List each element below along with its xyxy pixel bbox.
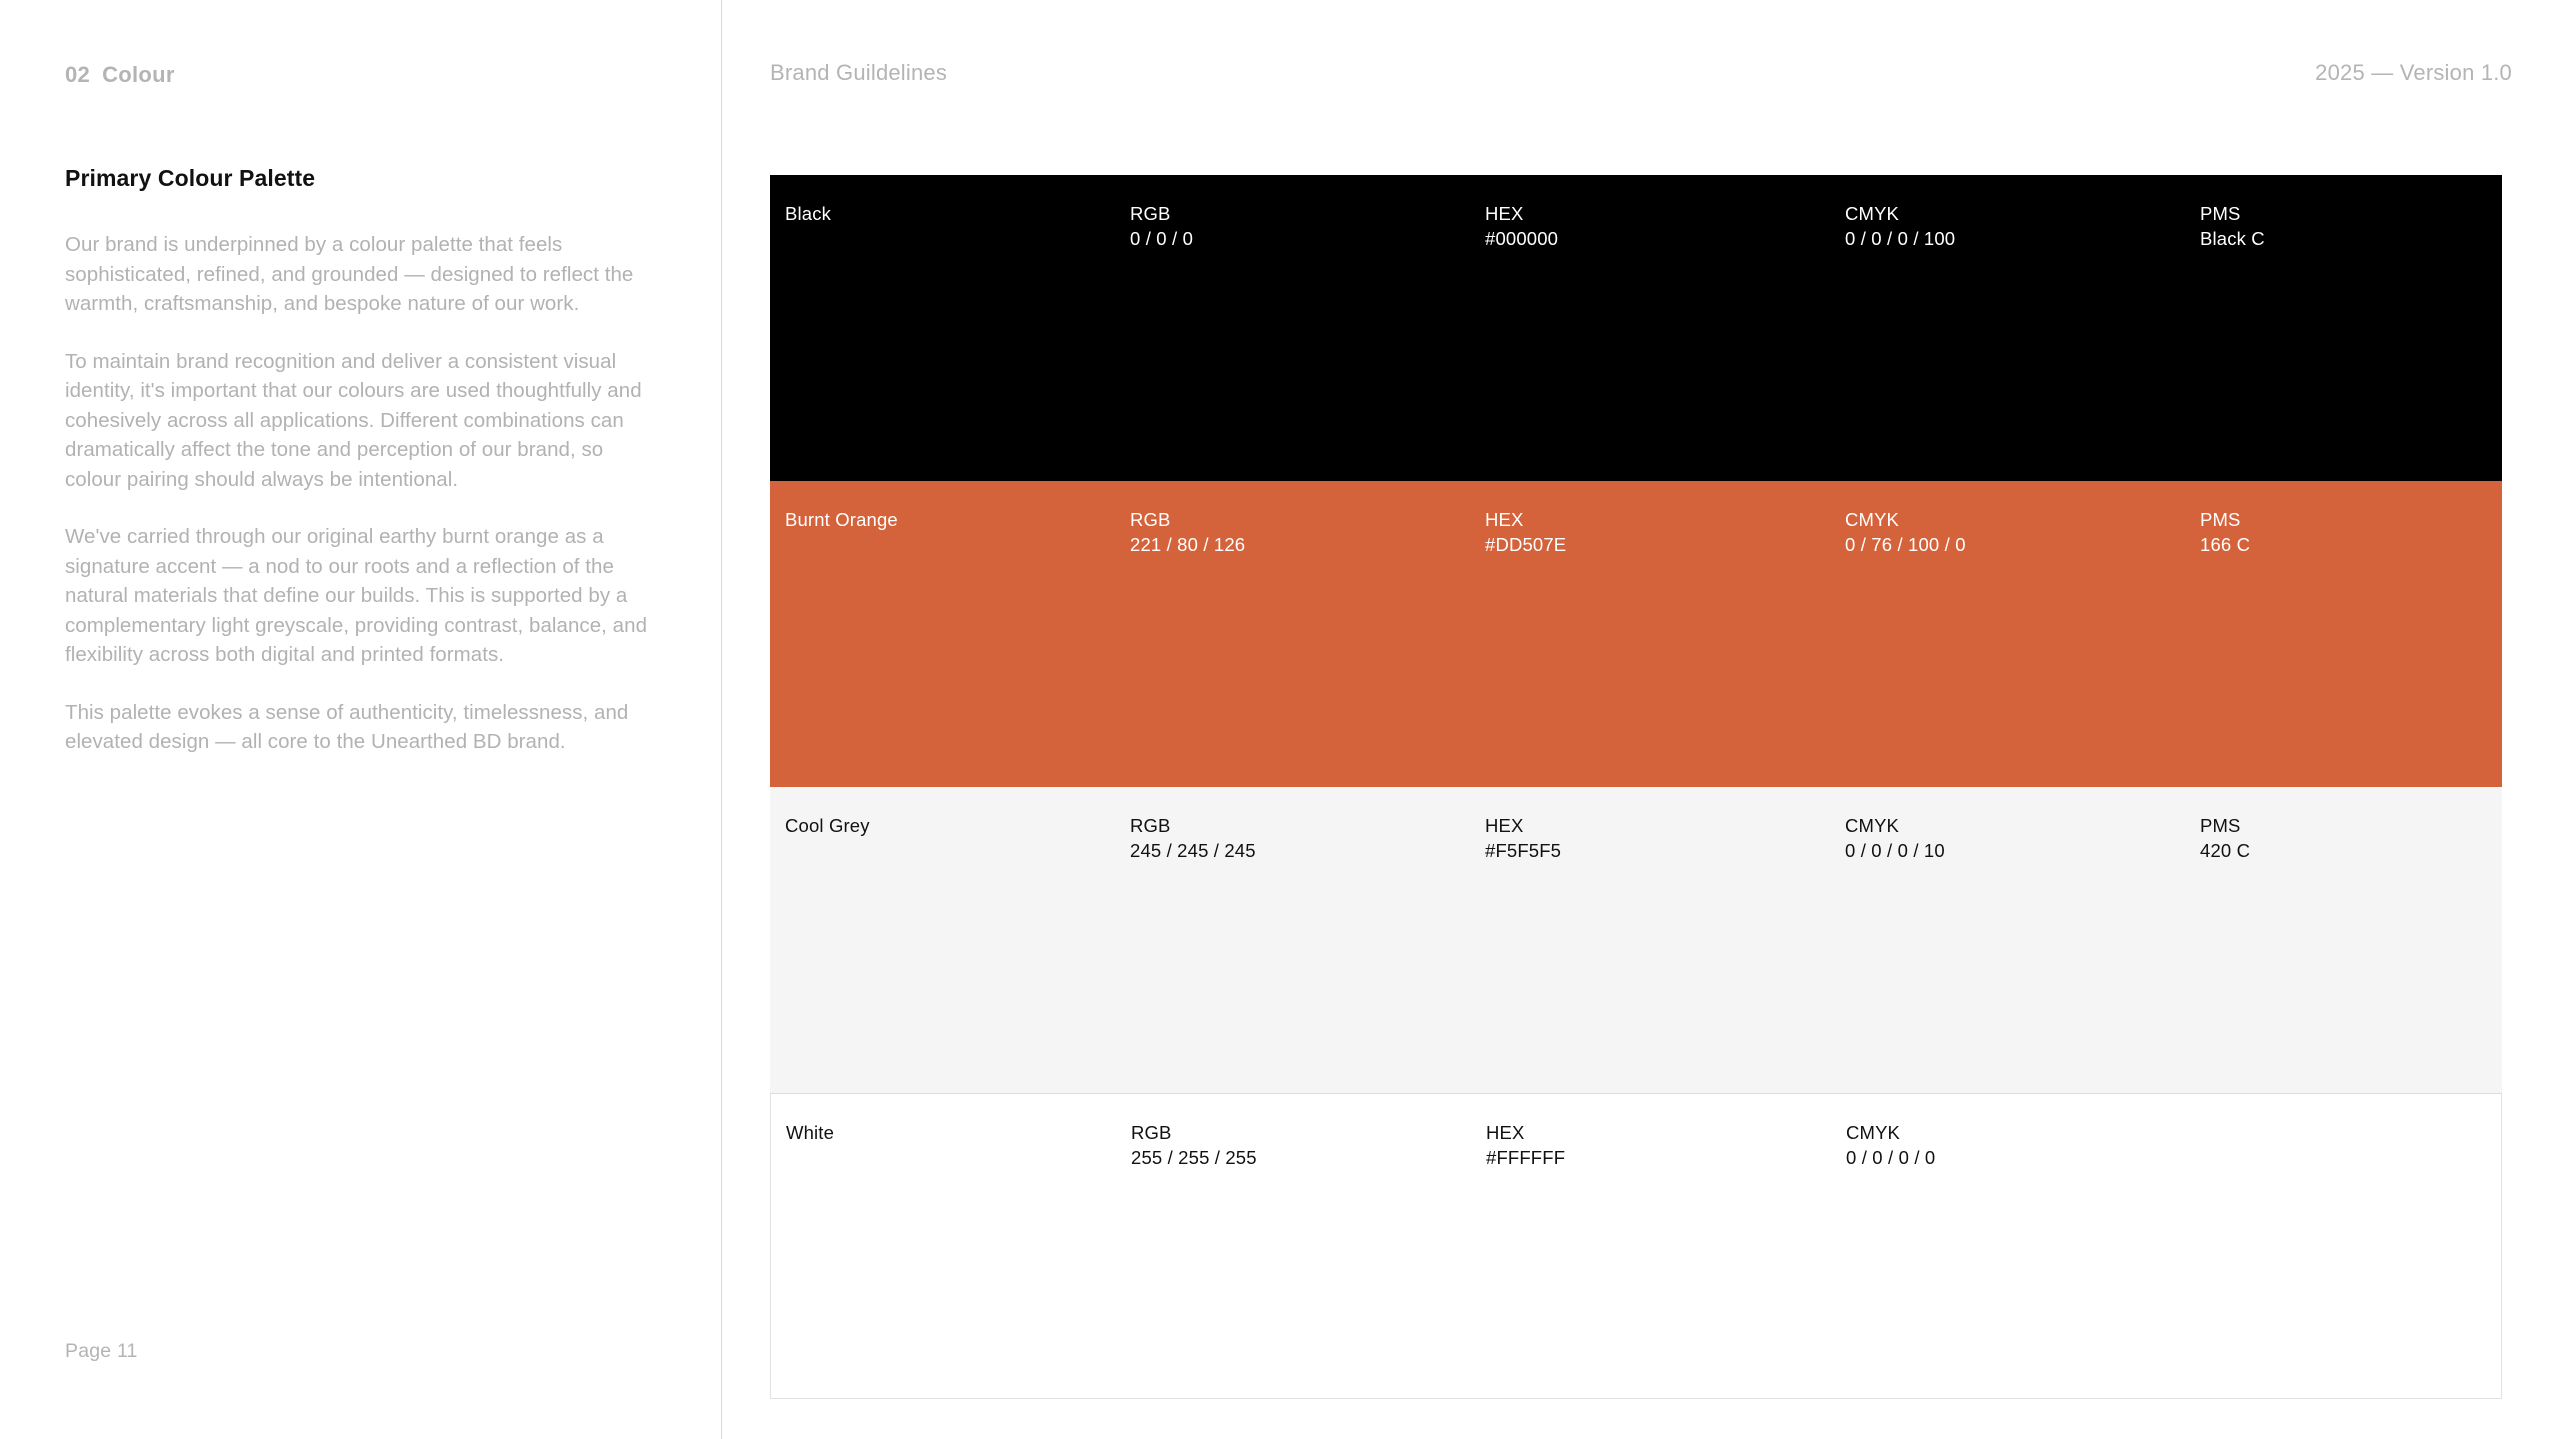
rgb-value: 245 / 245 / 245 xyxy=(1130,840,1256,861)
pms-value: Black C xyxy=(2200,228,2265,249)
swatch-row xyxy=(770,787,2502,1093)
swatch-rgb-cell xyxy=(1131,1120,1486,1170)
swatch-rgb-cell xyxy=(1130,813,1485,863)
swatch-hex-cell xyxy=(1485,507,1845,557)
swatch-cmyk-cell xyxy=(1845,507,2200,557)
hex-value: #000000 xyxy=(1485,228,1559,249)
hex-value: #FFFFFF xyxy=(1486,1147,1566,1168)
document-version: 2025 — Version 1.0 xyxy=(2315,60,2512,85)
swatch-name: Burnt Orange xyxy=(785,509,898,530)
swatch-row xyxy=(770,1093,2502,1399)
cmyk-label: CMYK xyxy=(1845,815,1900,836)
cmyk-value: 0 / 0 / 0 / 100 xyxy=(1845,228,1956,249)
cmyk-label: CMYK xyxy=(1845,203,1900,224)
swatch-name: Cool Grey xyxy=(785,815,870,836)
hex-label: HEX xyxy=(1485,203,1524,224)
section-number: 02 xyxy=(65,62,91,87)
cmyk-label: CMYK xyxy=(1845,509,1900,530)
hex-label: HEX xyxy=(1486,1122,1525,1143)
document-title: Brand Guildelines xyxy=(770,60,948,85)
intro-paragraph-3: We've carried through our original earthy burnt orange as a signature accent — a nod to our roots and a reflection of the natural materials that define our builds. This is supported by a complementary light greyscale, providing contrast, balance, and flexibility across both digital and printed formats. xyxy=(65,525,648,666)
pms-label: PMS xyxy=(2200,509,2241,530)
cmyk-value: 0 / 76 / 100 / 0 xyxy=(1845,534,1966,555)
swatch-name: Black xyxy=(785,203,831,224)
swatch-cmyk-cell xyxy=(1845,201,2200,251)
swatch-hex-cell xyxy=(1485,201,1845,251)
swatch-pms-cell xyxy=(2200,201,2500,251)
rgb-label: RGB xyxy=(1131,1122,1172,1143)
cmyk-value: 0 / 0 / 0 / 10 xyxy=(1845,840,1945,861)
swatch-pms-cell xyxy=(2200,813,2500,863)
swatch-cmyk-cell xyxy=(1845,813,2200,863)
swatch-rgb-cell xyxy=(1130,507,1485,557)
hex-label: HEX xyxy=(1485,509,1524,530)
cmyk-value: 0 / 0 / 0 / 0 xyxy=(1846,1147,1936,1168)
swatch-pms-cell xyxy=(2200,507,2500,557)
intro-paragraph-2: To maintain brand recognition and deliver a consistent visual identity, it's important that our colours are used thoughtfully and cohesively across all applications. Different combinations can dramatically affect the tone and perception of our brand, so colour pairing should always be intentional. xyxy=(65,349,642,491)
rgb-value: 221 / 80 / 126 xyxy=(1130,534,1246,555)
rgb-value: 0 / 0 / 0 xyxy=(1130,228,1194,249)
swatch-row xyxy=(770,175,2502,481)
cmyk-label: CMYK xyxy=(1846,1122,1901,1143)
swatch-hex-cell xyxy=(1485,813,1845,863)
swatch-name-cell xyxy=(770,507,1130,557)
swatch-name-cell xyxy=(770,813,1130,863)
pms-value: 420 C xyxy=(2200,840,2251,861)
pms-value: 166 C xyxy=(2200,534,2251,555)
intro-paragraph-1: Our brand is underpinned by a colour palette that feels sophisticated, refined, and grounded — designed to reflect the warmth, craftsmanship, and bespoke nature of our work. xyxy=(65,233,634,315)
rgb-label: RGB xyxy=(1130,203,1171,224)
rgb-label: RGB xyxy=(1130,815,1171,836)
swatch-name-cell xyxy=(771,1120,1131,1170)
swatch-hex-cell xyxy=(1486,1120,1846,1170)
left-column xyxy=(0,0,722,1439)
hex-value: #F5F5F5 xyxy=(1485,840,1562,861)
pms-label: PMS xyxy=(2200,203,2241,224)
intro-paragraph-4: This palette evokes a sense of authenticity, timelessness, and elevated design — all core to the Unearthed BD brand. xyxy=(65,700,629,753)
pms-label: PMS xyxy=(2200,815,2241,836)
page-title: Primary Colour Palette xyxy=(65,165,316,191)
rgb-label: RGB xyxy=(1130,509,1171,530)
swatch-row xyxy=(770,481,2502,787)
hex-value: #DD507E xyxy=(1485,534,1567,555)
section-name: Colour xyxy=(102,62,175,87)
colour-swatch-table xyxy=(770,175,2502,1399)
rgb-value: 255 / 255 / 255 xyxy=(1131,1147,1257,1168)
section-label xyxy=(65,62,175,88)
left-body xyxy=(65,165,675,757)
swatch-rgb-cell xyxy=(1130,201,1485,251)
swatch-pms-cell xyxy=(2201,1120,2501,1170)
swatch-name-cell xyxy=(770,201,1130,251)
swatch-cmyk-cell xyxy=(1846,1120,2201,1170)
swatch-name: White xyxy=(786,1122,835,1143)
page-number: Page 11 xyxy=(65,1340,138,1362)
hex-label: HEX xyxy=(1485,815,1524,836)
